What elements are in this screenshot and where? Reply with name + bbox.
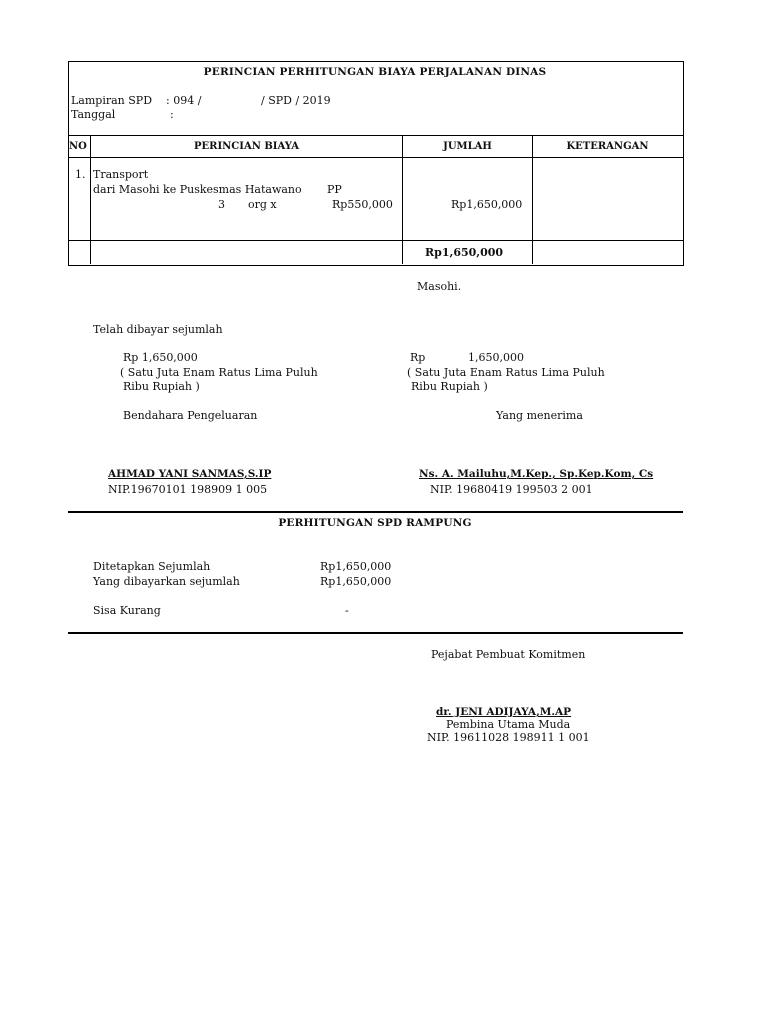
rampung-title: PERHITUNGAN SPD RAMPUNG — [278, 517, 472, 529]
place-label: Masohi. — [417, 280, 462, 293]
row-qty: 3 — [218, 198, 225, 211]
row-jumlah: Rp1,650,000 — [451, 198, 523, 211]
row-item-title: Transport — [93, 168, 149, 181]
ditetapkan-value: Rp1,650,000 — [320, 560, 392, 573]
ditetapkan-label: Ditetapkan Sejumlah — [93, 560, 211, 573]
col-header-jumlah: JUMLAH — [443, 141, 492, 152]
row-unit: org x — [248, 198, 277, 211]
col-divider-1 — [90, 135, 91, 264]
lampiran-label: Lampiran SPD — [71, 94, 153, 107]
col-header-no: NO — [69, 141, 87, 152]
left-amount-words-2: Ribu Rupiah ) — [123, 380, 200, 393]
right-amount-currency: Rp — [410, 351, 426, 364]
rampung-top-line — [68, 511, 683, 513]
bendahara-nip: NIP.19670101 198909 1 005 — [108, 483, 268, 496]
rampung-bottom-line — [68, 632, 683, 634]
row-no: 1. — [75, 168, 86, 181]
penerima-name: Ns. A. Mailuhu,M.Kep., Sp.Kep.Kom, Cs — [419, 468, 654, 480]
col-divider-2 — [402, 135, 403, 264]
sisa-value: - — [345, 604, 349, 617]
bendahara-name: AHMAD YANI SANMAS,S.IP — [108, 468, 272, 480]
pejabat-rank: Pembina Utama Muda — [446, 718, 571, 731]
table-total: Rp1,650,000 — [425, 246, 504, 259]
dibayarkan-value: Rp1,650,000 — [320, 575, 392, 588]
tanggal-value: : — [170, 108, 174, 121]
table-header-bottom-line — [68, 157, 683, 158]
col-header-perincian: PERINCIAN BIAYA — [194, 141, 299, 152]
right-amount: 1,650,000 — [468, 351, 524, 364]
pejabat-nip: NIP. 19611028 198911 1 001 — [427, 731, 590, 744]
paid-label: Telah dibayar sejumlah — [93, 323, 223, 336]
row-item-route: dari Masohi ke Puskesmas Hatawano — [93, 183, 302, 196]
table-total-line — [68, 240, 683, 241]
bendahara-role: Bendahara Pengeluaran — [123, 409, 258, 422]
lampiran-value: : 094 / — [166, 94, 202, 107]
row-price: Rp550,000 — [332, 198, 393, 211]
col-header-keterangan: KETERANGAN — [566, 141, 649, 152]
sisa-label: Sisa Kurang — [93, 604, 161, 617]
penerima-nip: NIP. 19680419 199503 2 001 — [430, 483, 593, 496]
lampiran-suffix: / SPD / 2019 — [261, 94, 331, 107]
right-amount-words-1: ( Satu Juta Enam Ratus Lima Puluh — [407, 366, 605, 379]
pejabat-name: dr. JENI ADIJAYA,M.AP — [436, 706, 572, 718]
pejabat-role: Pejabat Pembuat Komitmen — [431, 648, 586, 661]
document-title: PERINCIAN PERHITUNGAN BIAYA PERJALANAN DINAS — [203, 66, 547, 78]
left-amount-words-1: ( Satu Juta Enam Ratus Lima Puluh — [120, 366, 318, 379]
col-divider-3 — [532, 135, 533, 264]
document-frame — [68, 61, 684, 266]
left-amount: Rp 1,650,000 — [123, 351, 198, 364]
dibayarkan-label: Yang dibayarkan sejumlah — [93, 575, 240, 588]
row-item-pp: PP — [327, 183, 342, 196]
table-top-line — [68, 135, 683, 136]
penerima-role: Yang menerima — [496, 409, 583, 422]
tanggal-label: Tanggal — [71, 108, 116, 121]
right-amount-words-2: Ribu Rupiah ) — [411, 380, 488, 393]
